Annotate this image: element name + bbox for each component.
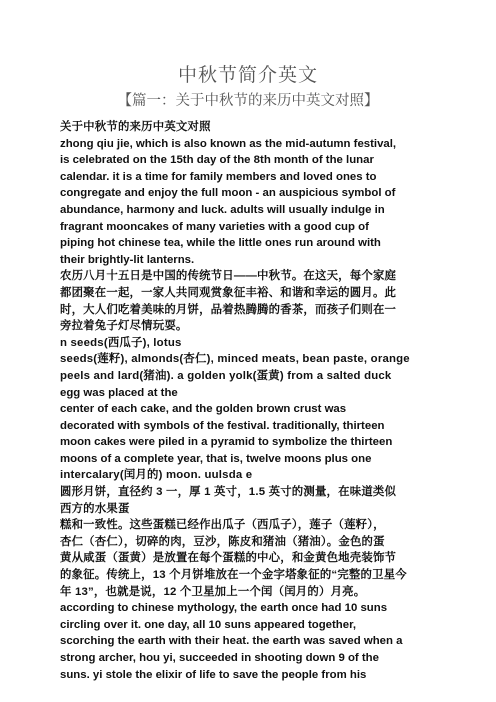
text-line: 圆形月饼，直径约 3 一，厚 1 英寸，1.5 英寸的测量，在味道类似 [60,486,397,499]
text-line: decorated with symbols of the festival. traditionally, thirteen [60,419,385,432]
text-line: suns. yi stole the elixir of life to save the people from his [60,668,367,681]
text-line: strong archer, hou yi, succeeded in shooting down 9 of the [60,652,379,664]
text-line: 糕和一致性。这些蛋糕已经作出瓜子（西瓜子），莲子（莲籽）， [60,519,385,532]
text-line: seeds(莲籽), almonds(杏仁), minced meats, bean paste, orange [60,353,410,366]
text-line: 黄从咸蛋（蛋黄）是放置在每个蛋糕的中心，和金黄色地壳装饰节 [60,552,397,565]
text-line: zhong qiu jie, which is also known as the mid-autumn festival, [60,137,397,150]
page-title: 中秋节简介英文 [177,64,318,86]
text-line: 西方的水果蛋 [60,502,130,515]
text-line: egg was placed at the [60,386,178,399]
text-line: abundance, harmony and luck. adults will usually indulge in [60,203,385,216]
text-line: 关于中秋节的来历中英文对照 [60,121,211,133]
text-line: 杏仁（杏仁），切碎的肉，豆沙，陈皮和猪油（猪油）。金色的蛋 [60,535,385,548]
text-line: calendar. it is a time for family members and loved ones to [60,170,377,183]
text-line: circling over it. one day, all 10 suns appeared together, [60,618,357,631]
text-line: 年 13”，也就是说，12 个卫星加上一个闰（闰月的）月亮。 [60,585,366,598]
text-line: center of each cake, and the golden brown crust was [60,403,347,416]
text-line: scorching the earth with their heat. the earth was saved when a [60,635,403,648]
text-line: 时，大人们吃着美味的月饼，品着热腾腾的香茶，而孩子们则在一 [60,303,397,316]
section-heading: 【篇一：关于中秋节的来历中英文对照】 [117,93,379,109]
text-line: 都团聚在一起，一家人共同观赏象征丰裕、和谐和幸运的圆月。此 [60,286,397,299]
body-text [60,119,440,683]
text-line: their brightly-lit lanterns. [60,253,195,266]
text-line: is celebrated on the 15th day of the 8th month of the lunar [60,154,374,167]
text-line: according to chinese mythology, the earth once had 10 suns [60,602,388,615]
text-line: moons of a complete year, that is, twelve moons plus one [60,452,372,465]
text-line: moon cakes were piled in a pyramid to symbolize the thirteen [60,436,393,449]
text-line: peels and lard(猪油). a golden yolk(蛋黄) from a salted duck [60,369,392,382]
text-line: 旁拉着兔子灯尽情玩耍。 [60,320,188,333]
text-line: n seeds(西瓜子), lotus [60,336,182,349]
text-line: 农历八月十五日是中国的传统节日——中秋节。在这天，每个家庭 [60,270,397,283]
text-line: piping hot chinese tea, while the little ones run around with [60,237,381,250]
text-line: fragrant mooncakes of many varieties with a good cup of [60,220,369,233]
text-line: congregate and enjoy the full moon - an auspicious symbol of [60,187,396,200]
text-line: 的象征。传统上，13 个月饼堆放在一个金字塔象征的“完整的卫星今 [60,569,407,582]
text-line: intercalary(闰月的) moon. uulsda e [60,469,253,482]
